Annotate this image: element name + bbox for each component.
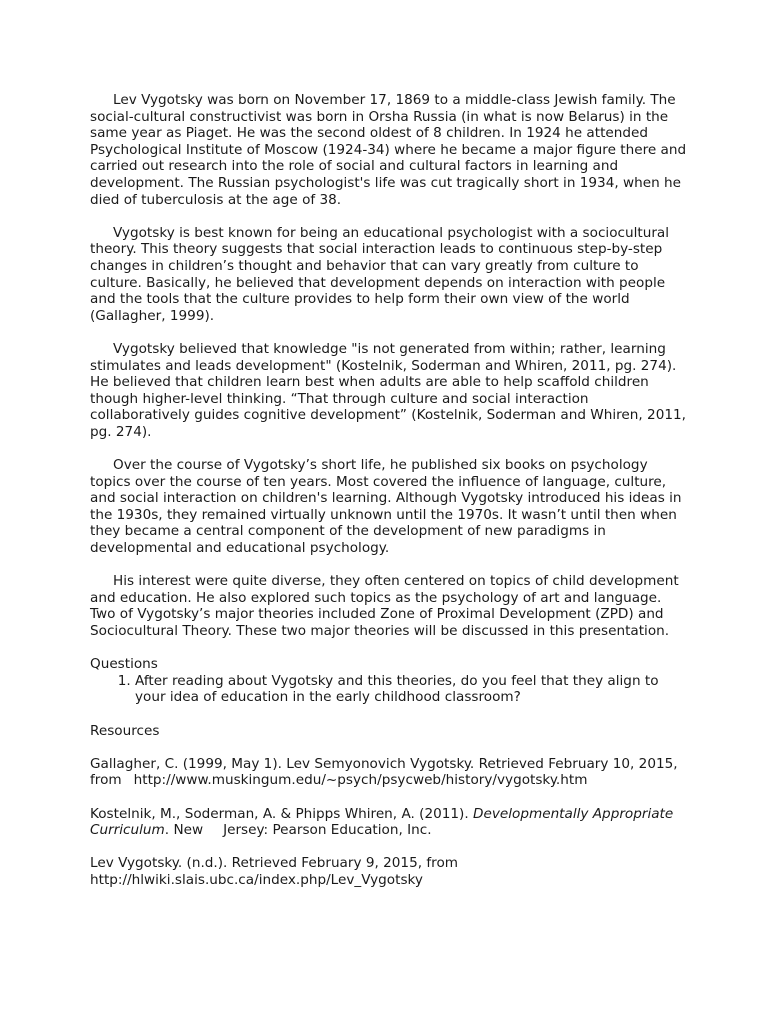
paragraph-sociocultural-theory: Vygotsky is best known for being an educational psychologist with a sociocultural theory. This theory suggests that social interaction leads to continuous step-by-step changes in children’s thought and behavior that can vary greatly from culture to culture. Basically, he believed that development depends on interaction with people and the tools that the culture provides to help form their own view of the world (Gallagher, 1999). [90, 224, 670, 324]
paragraph-publications: Over the course of Vygotsky’s short life, he published six books on psychology topics over the course of ten years. Most covered the influence of language, culture, and social interaction on children's learning. Although Vygotsky introduced his ideas in the 1930s, they remained virtually unknown until the 1970s. It wasn’t until then when they became a central component of the development of new paradigms in developmental and educational psychology. [90, 457, 682, 557]
questions-list [90, 673, 690, 706]
reference-kostelnik-publisher-a: . New [164, 822, 204, 839]
reference-hlwiki [90, 855, 690, 888]
reference-kostelnik [90, 806, 690, 839]
questions-heading: Questions [90, 656, 158, 673]
reference-gallagher-text: Gallagher, C. (1999, May 1). Lev Semyonovich Vygotsky. Retrieved February 10, 2015, from [90, 755, 678, 789]
reference-hlwiki-text: Lev Vygotsky. (n.d.). Retrieved February 9, 2015, from [90, 855, 459, 872]
paragraph-interests: His interest were quite diverse, they often centered on topics of child development and education. He also explored such topics as the psychology of art and language. Two of Vygotsky’s major theories included Zone of Proximal Development (ZPD) and Sociocultural Theory. These two major theories will be discussed in this presentation. [90, 573, 679, 639]
reference-gallagher-url[interactable]: http://www.muskingum.edu/~psych/psycweb/history/vygotsky.htm [133, 772, 588, 789]
paragraph-knowledge-quote: Vygotsky believed that knowledge "is not generated from within; rather, learning stimulates and leads development" (Kostelnik, Soderman and Whiren, 2011, pg. 274). He believed that children learn best when adults are able to help scaffold children though higher-level thinking. “That through culture and social interaction collaboratively guides cognitive development” (Kostelnik, Soderman and Whiren, 2011, pg. 274). [90, 340, 686, 440]
document-page [90, 92, 690, 905]
reference-hlwiki-url[interactable]: http://hlwiki.slais.ubc.ca/index.php/Lev_Vygotsky [90, 871, 423, 888]
reference-kostelnik-title: Developmentally Appropriate Curriculum [90, 805, 674, 839]
reference-kostelnik-publisher-b: Jersey: Pearson Education, Inc. [223, 822, 432, 839]
reference-gallagher [90, 756, 690, 789]
reference-kostelnik-authors: Kostelnik, M., Soderman, A. & Phipps Whiren, A. (2011). [90, 805, 469, 822]
paragraph-biography: Lev Vygotsky was born on November 17, 1869 to a middle-class Jewish family. The social-cultural constructivist was born in Orsha Russia (in what is now Belarus) in the same year as Piaget. He was the second oldest of 8 children. In 1924 he attended Psychological Institute of Moscow (1924-34) where he became a major figure there and carried out research into the role of social and cultural factors in learning and development. The Russian psychologist's life was cut tragically short in 1934, when he died of tuberculosis at the age of 38. [90, 92, 687, 208]
resources-heading: Resources [90, 722, 160, 739]
question-item: 1. After reading about Vygotsky and this theories, do you feel that they align to your idea of education in the early childhood classroom? [135, 673, 690, 706]
